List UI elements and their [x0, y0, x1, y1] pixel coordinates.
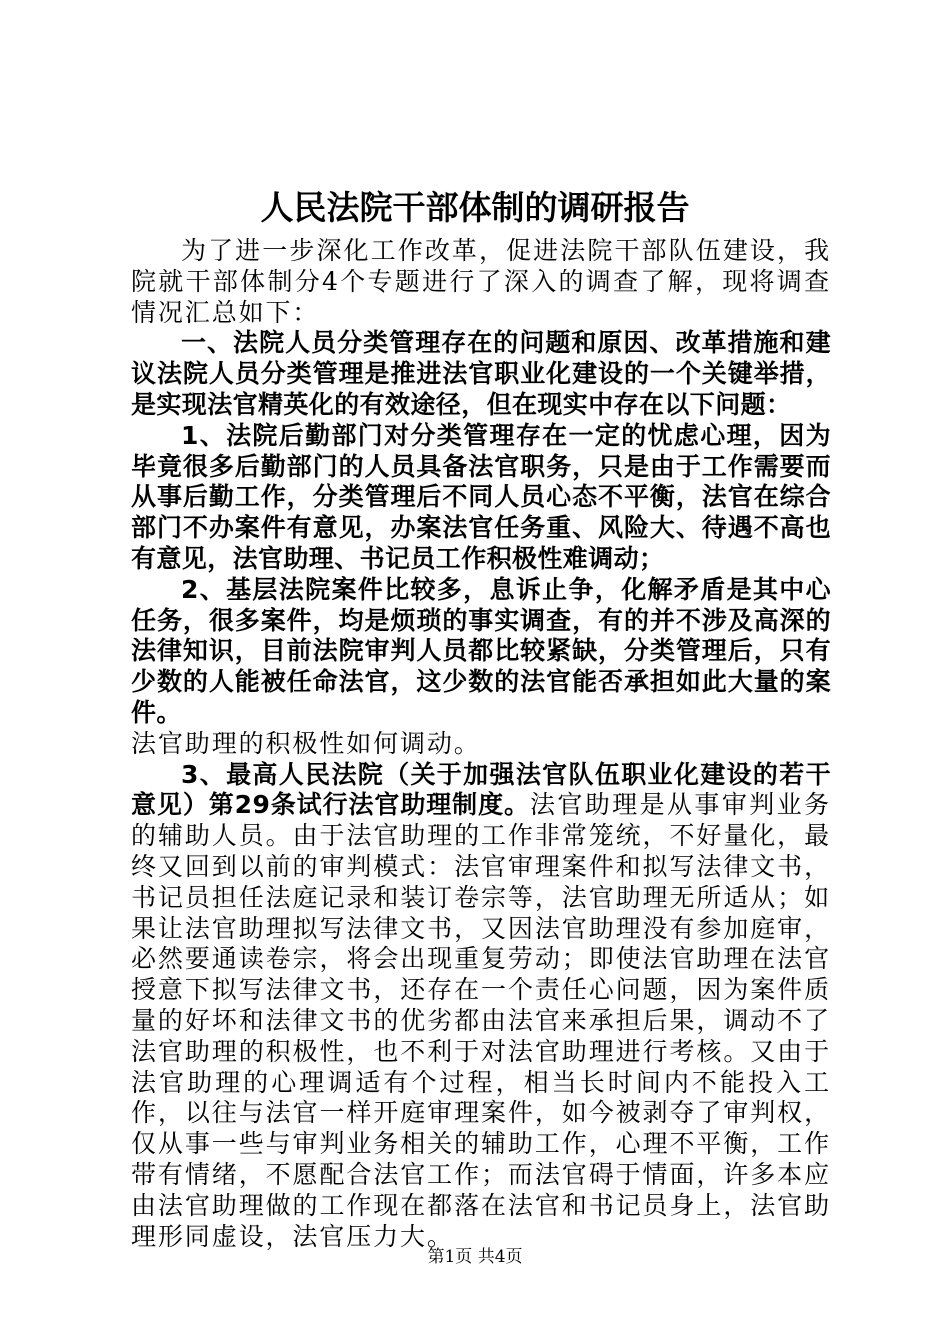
item-3-normal-text: 法官助理是从事审判业务的辅助人员。由于法官助理的工作非常笼统，不好量化，最终又回到以前的审判模式：法官审理案件和拟写法律文书，书记员担任法庭记录和装订卷宗等，法官助理无所适从；如果让法官助理拟写法律文书，又因法官助理没有参加庭审，必然要通读卷宗，将会出现重复劳动；即使法官助理在法官授意下拟写法律文书，还存在一个责任心问题，因为案件质量的好坏和法律文书的优劣都由法官来承担后果，调动不了法官助理的积极性，也不利于对法官助理进行考核。又由于法官助理的心理调适有个过程，相当长时间内不能投入工作，以往与法官一样开庭审理案件，如今被剥夺了审判权，仅从事一些与审判业务相关的辅助工作，心理不平衡，工作带有情绪，不愿配合法官工作；而法官碍于情面，许多本应由法官助理做的工作现在都落在法官和书记员身上，法官助理形同虚设，法官压力大。 — [131, 790, 831, 1251]
intro-paragraph: 为了进一步深化工作改革，促进法院干部队伍建设，我院就干部体制分4个专题进行了深入的调查了解，现将调查情况汇总如下： — [131, 236, 831, 327]
item-2-paragraph: 2、基层法院案件比较多，息诉止争，化解矛盾是其中心任务，很多案件，均是烦琐的事实调查，有的并不涉及高深的法律知识，目前法院审判人员都比较紧缺，分类管理后，只有少数的人能被任命法官，这少数的法官能否承担如此大量的案件。 — [131, 574, 831, 727]
section-1-heading: 一、法院人员分类管理存在的问题和原因、改革措施和建议法院人员分类管理是推进法官职业化建设的一个关键举措，是实现法官精英化的有效途径，但在现实中存在以下问题： — [131, 328, 831, 419]
item-1-paragraph: 1、法院后勤部门对分类管理存在一定的忧虑心理，因为毕竟很多后勤部门的人员具备法官职务，只是由于工作需要而从事后勤工作，分类管理后不同人员心态不平衡，法官在综合部门不办案件有意见，办案法官任务重、风险大、待遇不高也有意见，法官助理、书记员工作积极性难调动； — [131, 420, 831, 573]
item-2-continuation: 法官助理的积极性如何调动。 — [131, 728, 481, 758]
page-number-footer: 第1页 共4页 — [427, 1247, 523, 1267]
document-body — [131, 236, 831, 1252]
item-3-bold-text: 3、最高人民法院（关于加强法官队伍职业化建设的若干意见）第29条试行法官助理制度。 — [131, 759, 831, 820]
item-3-paragraph — [131, 760, 831, 1253]
document-title: 人民法院干部体制的调研报告 — [260, 188, 690, 227]
